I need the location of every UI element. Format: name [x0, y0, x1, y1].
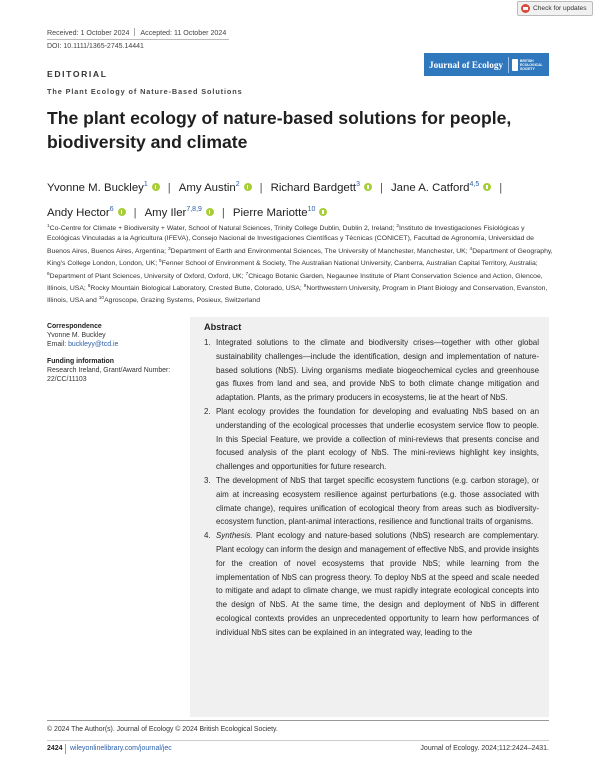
- abstract-item: 3. The development of NbS that target specific ecosystem functions (e.g. carbon storage), or aim at increasing ecosystem resilience against perturbations (e.g. those associated with climate change), requires unification of ecological theory from areas such as biodiversity-ecosystem function, plant-animal interactions, resilience and functional traits of organisms.: [204, 475, 539, 527]
- orcid-icon[interactable]: [319, 208, 327, 216]
- synthesis-label: Synthesis.: [216, 531, 253, 541]
- author[interactable]: Jane A. Catford$^{4,5}$: [391, 182, 491, 194]
- affiliations: $^1$Co-Centre for Climate + Biodiversity + Water, School of Natural Sciences, Trinity College Dublin, Dublin 2, Ireland; $^2$Instituto de Investigaciones Fisiológicas y Ecológicas Vinculadas a la Agricultura (IFEVA), Consejo Nacional de Investigaciones Científicas y Técnicas (CONICET), Facultad de Agronomía, Universidad de Buenos Aires, Buenos Aires, Argentina; $^3$Department of Earth and Environmental Sciences, The University of Manchester, Manchester, UK; $^4$Department of Geography, King's College London, London, UK; $^5$Fenner School of Environment & Society, The Australian National University, Canberra, Australian Capital Territory, Australia; $^6$Department of Plant Sciences, University of Oxford, Oxford, UK; $^7$Chicago Botanic Garden, Negaunee Institute of Plant Conservation Science and Action, Glencoe, Illinois, USA; $^8$Rocky Mountain Biological Laboratory, Crested Butte, Colorado, USA; $^9$Northwestern University, Program in Plant Biology and Conservation, Evanston, Illinois, USA and $^{10}$Agroscope, Grazing Systems, Posieux, Switzerland: [47, 224, 553, 305]
- email-label: Email:: [47, 341, 69, 349]
- special-feature-title: The Plant Ecology of Nature-Based Solutions: [47, 87, 243, 96]
- journal-citation: Journal of Ecology. 2024;112:2424–2431.: [420, 745, 549, 752]
- author[interactable]: Richard Bardgett$^3$: [271, 182, 372, 194]
- page-number: 2424: [47, 745, 63, 752]
- footer-rule-2: [47, 740, 549, 741]
- author[interactable]: Yvonne M. Buckley$^1$: [47, 182, 160, 194]
- article-type: EDITORIAL: [47, 69, 108, 79]
- abstract-item: 4. Synthesis. Plant ecology and nature-based solutions (NbS) research are complementary. Plant ecology can inform the design and management of effective NbS, and provide insights for the creation of novel ecosystems that provide NbS; while learning from the implementation of NbS can progress theory. To deploy NbS at the speed and scale needed to mitigate and adapt to climate change, we must rapidly integrate ecological concepts into the design of NbS. At the same time, the design and deployment of NbS in different ecological contexts provides an unprecedented opportunity to learn how performances of individual NbS sites can be explained in an integrated way, leading to the: [204, 531, 539, 637]
- bes-mark-icon: [512, 59, 518, 71]
- abstract-item: 1. Integrated solutions to the climate and biodiversity crises—together with other global sustainability challenges—include the identification, design and implementation of nature-based solutions (NbS). Living organisms mediate biogeochemical cycles and greenhouse gas fluxes from land and sea, and provide NbS to both climate change mitigation and adaptation. Plants, as the primary producers in ecosystems, lie at the heart of NbS.: [204, 338, 539, 403]
- abstract-list: [204, 336, 539, 640]
- accepted-date: Accepted: 11 October 2024: [140, 29, 227, 37]
- abstract-item: 2. Plant ecology provides the foundation for developing and evaluating NbS based on an understanding of the ecological processes that underlie ecosystem service flow to people. In this Special Feature, we provide a collection of mini-reviews that presents concise and focused analysis of the plant ecology of NbS. The mini-reviews highlight key insights, challenges and opportunities for future research.: [204, 406, 539, 472]
- author[interactable]: Amy Iler$^{7,8,9}$: [145, 207, 214, 219]
- received-date: Received: 1 October 2024: [47, 29, 130, 37]
- footer-rule: [47, 720, 549, 721]
- check-for-updates-label: Check for updates: [533, 5, 587, 12]
- bes-line: ECOLOGICAL: [520, 62, 543, 67]
- article-dates: [47, 28, 226, 37]
- author[interactable]: Pierre Mariotte$^{10}$: [233, 207, 328, 219]
- journal-url[interactable]: wileyonlinelibrary.com/journal/jec: [70, 745, 172, 752]
- header-rule: [47, 39, 229, 40]
- funding-label: Funding information: [47, 358, 114, 365]
- footer-divider: [65, 744, 66, 754]
- check-for-updates-button[interactable]: [517, 1, 593, 16]
- bes-line: SOCIETY: [520, 66, 535, 71]
- correspondence: [47, 322, 177, 350]
- orcid-icon[interactable]: [364, 183, 372, 191]
- copyright: © 2024 The Author(s). Journal of Ecology © 2024 British Ecological Society.: [47, 726, 278, 733]
- orcid-icon[interactable]: [206, 208, 214, 216]
- doi[interactable]: DOI: 10.1111/1365-2745.14441: [47, 43, 144, 50]
- orcid-icon[interactable]: [244, 183, 252, 191]
- author[interactable]: Andy Hector$^6$: [47, 207, 126, 219]
- abstract-box: [190, 317, 549, 717]
- journal-logo-name: Journal of Ecology: [429, 59, 504, 70]
- abstract-heading: Abstract: [204, 322, 242, 332]
- orcid-icon[interactable]: [152, 183, 160, 191]
- crossmark-icon: [521, 4, 530, 13]
- email-link[interactable]: buckleyy@tcd.ie: [68, 341, 119, 349]
- orcid-icon[interactable]: [483, 183, 491, 191]
- bes-line: BRITISH: [520, 58, 534, 63]
- author-list: Yvonne M. Buckley$^1$ | Amy Austin$^2$ | Richard Bardgett$^3$ | Jane A. Catford$^{4,5}$ | Andy Hector$^6$ | Amy Iler$^{7,8,9}$ | Pierre Mariotte$^{10}$: [47, 181, 503, 219]
- header-divider: [134, 28, 135, 36]
- funding-information: [47, 357, 177, 385]
- author[interactable]: Amy Austin$^2$: [179, 182, 252, 194]
- funding-text: Research Ireland, Grant/Award Number: 22/CC/11103: [47, 367, 171, 384]
- journal-logo[interactable]: [424, 53, 549, 76]
- bes-logo: [508, 57, 544, 73]
- orcid-icon[interactable]: [118, 208, 126, 216]
- correspondence-name: Yvonne M. Buckley: [47, 332, 106, 340]
- article-title: The plant ecology of nature-based solutions for people, biodiversity and climate: [47, 108, 512, 152]
- correspondence-label: Correspondence: [47, 323, 102, 330]
